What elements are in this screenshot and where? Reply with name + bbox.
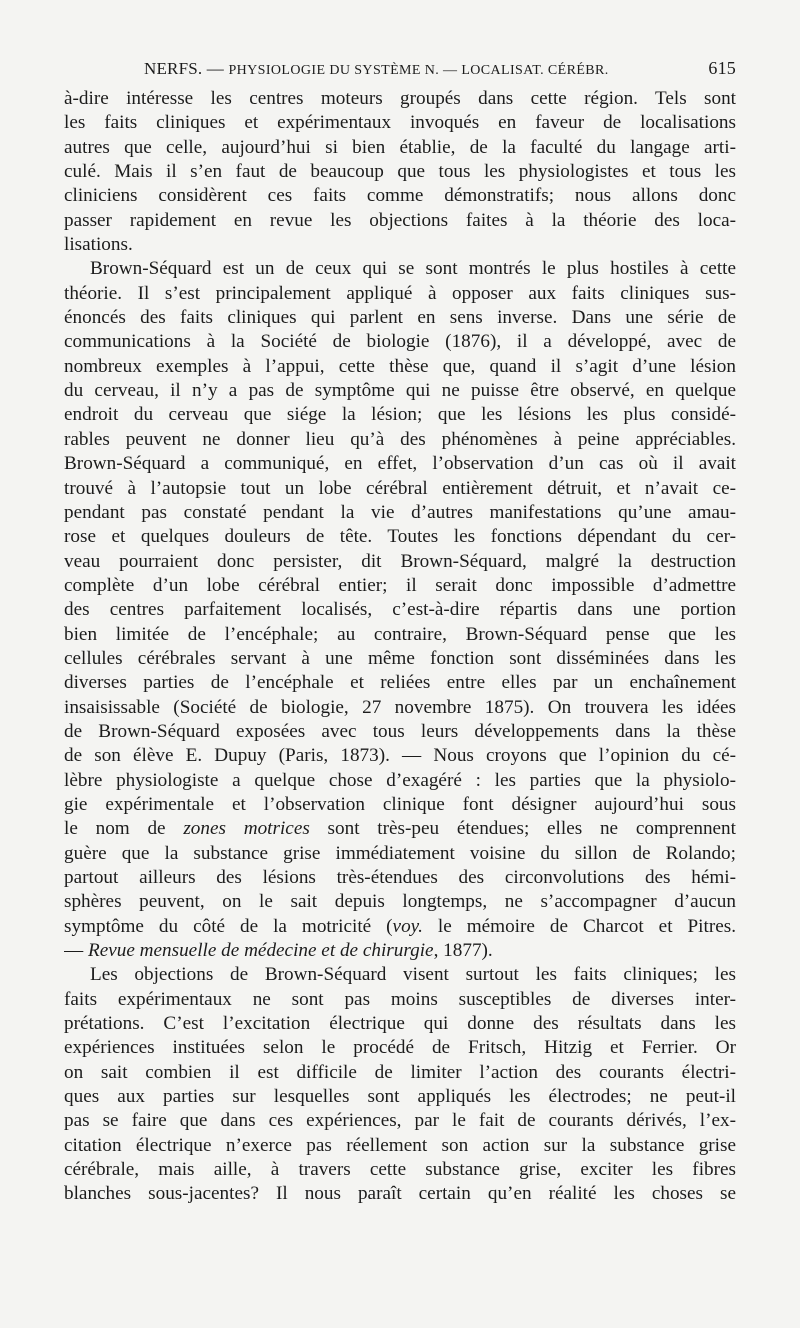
running-title-left: NERFS. — bbox=[144, 59, 229, 78]
text-line bbox=[64, 890, 736, 914]
text-run: blanches sous-jacentes? Il nous paraît certain qu’en réalité les choses se bbox=[64, 1183, 736, 1205]
italic-text: zones motrices bbox=[183, 818, 310, 840]
text-run: rose et quelques douleurs de tête. Toutes les fonctions dépendant du cer- bbox=[64, 526, 736, 548]
text-line bbox=[64, 355, 736, 379]
text-line bbox=[64, 963, 736, 987]
text-line bbox=[64, 233, 736, 257]
text-line bbox=[64, 550, 736, 574]
text-line bbox=[64, 647, 736, 671]
text-run: les faits cliniques et expérimentaux invoqués en faveur de localisations bbox=[64, 112, 736, 134]
running-title-caps: PHYSIOLOGIE DU SYSTÈME N. — LOCALISAT. CÉRÉBR. bbox=[228, 63, 609, 78]
text-run: , 1877). bbox=[433, 940, 493, 962]
text-run: diverses parties de l’encéphale et reliées entre elles par un enchaînement bbox=[64, 672, 736, 694]
text-run: symptôme du côté de la motricité ( bbox=[64, 915, 393, 937]
text-line bbox=[64, 720, 736, 744]
running-title bbox=[144, 59, 609, 79]
text-line bbox=[64, 403, 736, 427]
text-run: sont très-peu étendues; elles ne comprennent bbox=[309, 818, 736, 840]
text-line bbox=[64, 184, 736, 208]
text-run: de son élève E. Dupuy (Paris, 1873). — Nous croyons que l’opinion du cé- bbox=[64, 745, 736, 767]
text-line bbox=[64, 1085, 736, 1109]
book-page bbox=[64, 58, 736, 1207]
text-run: veau pourraient donc persister, dit Brown-Séquard, malgré la destruction bbox=[64, 550, 736, 572]
text-line bbox=[64, 525, 736, 549]
text-run: endroit du cerveau que siége la lésion; que les lésions les plus considé- bbox=[64, 404, 736, 426]
text-line bbox=[64, 477, 736, 501]
text-run: complète d’un lobe cérébral entier; il serait donc impossible d’admettre bbox=[64, 574, 736, 596]
text-run: cliniciens considèrent ces faits comme démonstratifs; nous allons donc bbox=[64, 185, 736, 207]
text-line bbox=[64, 769, 736, 793]
text-line bbox=[64, 306, 736, 330]
text-line bbox=[64, 111, 736, 135]
text-line bbox=[64, 1158, 736, 1182]
text-run: lèbre physiologiste a quelque chose d’exagéré : les parties que la physiolo- bbox=[64, 769, 736, 791]
text-run: de Brown-Séquard exposées avec tous leurs développements dans la thèse bbox=[64, 720, 736, 742]
text-run: on sait combien il est difficile de limiter l’action des courants électri- bbox=[64, 1061, 736, 1083]
text-line bbox=[64, 379, 736, 403]
text-line bbox=[64, 744, 736, 768]
text-line bbox=[64, 160, 736, 184]
text-run: pendant pas constaté pendant la vie d’autres manifestations qu’une amau- bbox=[64, 501, 736, 523]
text-line bbox=[64, 330, 736, 354]
text-run: bien limitée de l’encéphale; au contraire, Brown-Séquard pense que les bbox=[64, 623, 736, 645]
text-line bbox=[64, 866, 736, 890]
text-run: citation électrique n’exerce pas réellement son action sur la substance grise bbox=[64, 1134, 736, 1156]
text-run: prétations. C’est l’excitation électrique qui donne des résultats dans les bbox=[64, 1013, 736, 1035]
text-line bbox=[64, 939, 736, 963]
text-line bbox=[64, 574, 736, 598]
text-run: lisations. bbox=[64, 234, 133, 256]
text-line bbox=[64, 1109, 736, 1133]
text-run: Les objections de Brown-Séquard visent surtout les faits cliniques; les bbox=[90, 964, 736, 986]
text-run: culé. Mais il s’en faut de beaucoup que tous les physiologistes et tous les bbox=[64, 161, 736, 183]
text-line bbox=[64, 428, 736, 452]
page-number: 615 bbox=[708, 58, 736, 78]
text-run: communications à la Société de biologie (1876), il a développé, avec de bbox=[64, 331, 736, 353]
text-line bbox=[64, 842, 736, 866]
italic-text: Revue mensuelle de médecine et de chirurgie bbox=[87, 940, 434, 962]
body-text bbox=[64, 87, 736, 1207]
text-run: à-dire intéresse les centres moteurs groupés dans cette région. Tels sont bbox=[64, 88, 736, 109]
text-line bbox=[64, 696, 736, 720]
text-run: Brown-Séquard a communiqué, en effet, l’observation d’un cas où il avait bbox=[64, 453, 736, 475]
text-run: le nom de bbox=[64, 818, 184, 840]
text-run: cellules cérébrales servant à une même fonction sont disséminées dans les bbox=[64, 647, 736, 669]
text-run: autres que celle, aujourd’hui si bien établie, de la faculté du langage arti- bbox=[64, 136, 736, 158]
text-run: guère que la substance grise immédiatement voisine du sillon de Rolando; bbox=[64, 842, 736, 864]
text-line bbox=[64, 209, 736, 233]
running-header bbox=[64, 58, 736, 79]
text-line bbox=[64, 452, 736, 476]
text-line bbox=[64, 793, 736, 817]
text-run: rables peuvent ne donner lieu qu’à des phénomènes à peine appréciables. bbox=[64, 428, 736, 450]
text-run: le mémoire de Charcot et Pitres. bbox=[422, 915, 736, 937]
text-line bbox=[64, 1012, 736, 1036]
text-line bbox=[64, 87, 736, 111]
text-line bbox=[64, 598, 736, 622]
text-run: des centres parfaitement localisés, c’est-à-dire répartis dans une portion bbox=[64, 599, 736, 621]
text-run: théorie. Il s’est principalement appliqué à opposer aux faits cliniques sus- bbox=[64, 282, 736, 304]
italic-text: voy. bbox=[392, 915, 423, 937]
text-run: partout ailleurs des lésions très-étendues des circonvolutions des hémi- bbox=[64, 867, 736, 888]
text-run: Brown-Séquard est un de ceux qui se sont montrés le plus hostiles à cette bbox=[90, 258, 736, 280]
text-run: nombreux exemples à l’appui, cette thèse que, quand il s’agit d’une lésion bbox=[64, 355, 736, 377]
text-line bbox=[64, 257, 736, 281]
text-run: ques aux parties sur lesquelles sont appliqués les électrodes; ne peut-il bbox=[64, 1086, 736, 1108]
text-run: insaisissable (Société de biologie, 27 novembre 1875). On trouvera les idées bbox=[64, 696, 736, 718]
text-run: énoncés des faits cliniques qui parlent en sens inverse. Dans une série de bbox=[64, 307, 736, 329]
text-line bbox=[64, 1036, 736, 1060]
text-line bbox=[64, 671, 736, 695]
text-line bbox=[64, 1134, 736, 1158]
text-run: — bbox=[64, 940, 88, 962]
text-run: cérébrale, mais aille, à travers cette substance grise, exciter les fibres bbox=[64, 1159, 736, 1181]
text-run: passer rapidement en revue les objections faites à la théorie des loca- bbox=[64, 209, 736, 231]
text-line bbox=[64, 988, 736, 1012]
text-run: trouvé à l’autopsie tout un lobe cérébral entièrement détruit, et n’avait ce- bbox=[64, 477, 736, 499]
text-run: expériences instituées selon le procédé de Fritsch, Hitzig et Ferrier. Or bbox=[64, 1037, 736, 1059]
text-line bbox=[64, 623, 736, 647]
text-line bbox=[64, 1182, 736, 1206]
text-run: faits expérimentaux ne sont pas moins susceptibles de diverses inter- bbox=[64, 988, 736, 1010]
text-line bbox=[64, 1061, 736, 1085]
text-line bbox=[64, 501, 736, 525]
text-run: sphères peuvent, on le sait depuis longtemps, ne s’accompagner d’aucun bbox=[64, 891, 736, 913]
text-run: du cerveau, il n’y a pas de symptôme qui ne puisse être observé, en quelque bbox=[64, 380, 736, 402]
text-line bbox=[64, 817, 736, 841]
text-line bbox=[64, 282, 736, 306]
text-line bbox=[64, 915, 736, 939]
text-run: pas se faire que dans ces expériences, par le fait de courants dérivés, l’ex- bbox=[64, 1110, 736, 1132]
text-run: gie expérimentale et l’observation clinique font désigner aujourd’hui sous bbox=[64, 793, 736, 815]
text-line bbox=[64, 136, 736, 160]
